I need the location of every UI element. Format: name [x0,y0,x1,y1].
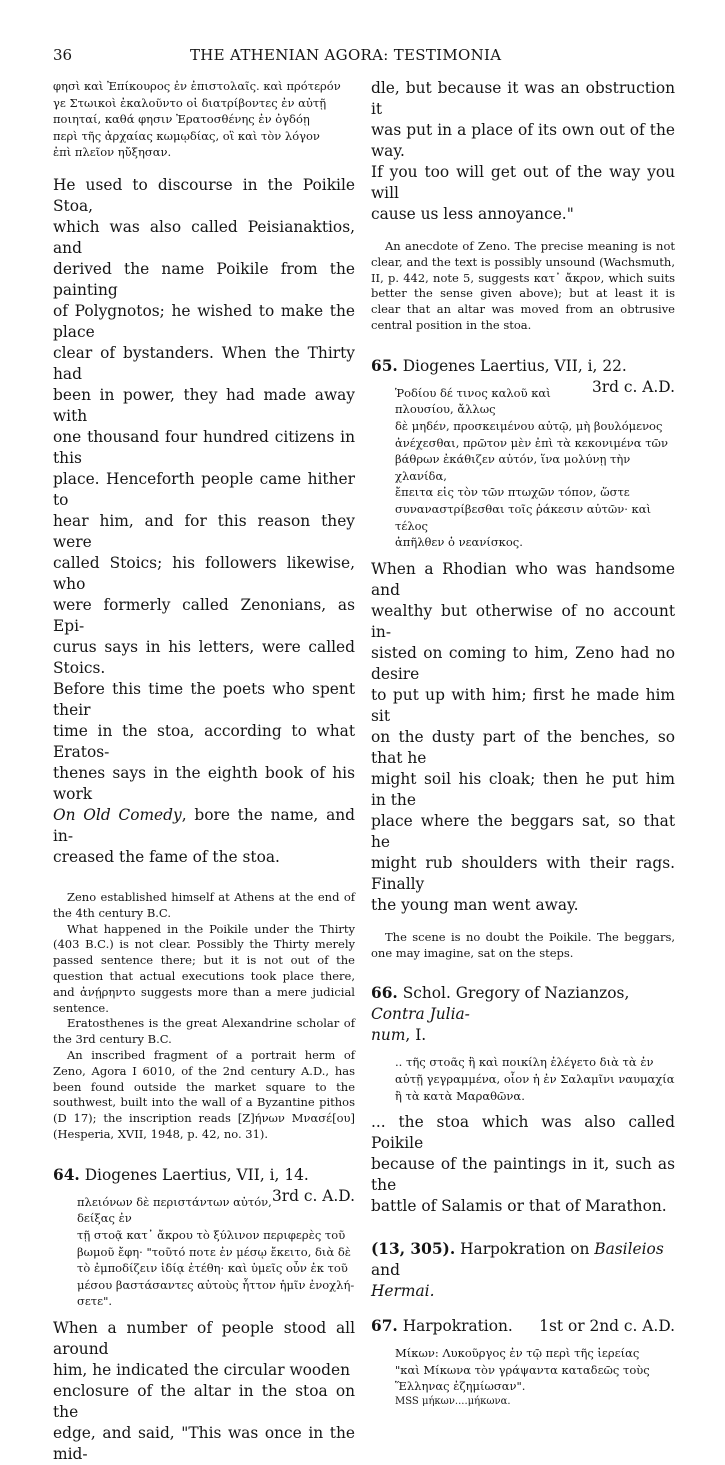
text-line: one thousand four hundred citizens in this [53,427,355,467]
entry-number: 64. [53,1165,80,1184]
work-title: num [371,1026,406,1045]
greek-line: συναναστρίβεσθαι τοῖς ῥάκεσιν αὐτῶν· καὶ τέλος [395,501,651,533]
entry-67-heading [371,1316,675,1337]
text-line: thenes says in the eighth book of his work [53,763,355,803]
work-title: On Old Comedy [53,805,182,824]
greek-line: τῇ στοᾷ κατ᾽ ἄκρου τὸ ξύλινον περιφερὲς τοῦ [77,1227,346,1242]
text-span: , bore the name, and in- [53,805,356,845]
text-line: curus says in his letters, were called Stoics. [53,637,355,677]
note-65: The scene is no doubt the Poikile. The beggars, one may imagine, sat on the steps. [371,929,675,960]
greek-line: πλειόνων δὲ περιστάντων αὐτόν, δείξας ἐν [77,1194,272,1226]
greek-line: δὲ μηδέν, προσκειμένου αὐτῷ, μὴ βουλόμενος [395,418,663,433]
text-line: were formerly called Zenonians, as Epi- [53,595,355,635]
text-line: creased the fame of the stoa. [53,847,280,866]
translation-65 [371,559,675,916]
greek-line: ἔπειτα εἰς τὸν τῶν πτωχῶν τόπον, ὥστε [395,485,630,500]
text-line: enclosure of the altar in the stoa on the [53,1381,355,1421]
greek-line: Ῥοδίου δέ τινος καλοῦ καὶ πλουσίου, ἄλλως [395,385,551,417]
note-paragraph: Zeno established himself at Athens at the end of the 4th century B.C. [53,889,355,920]
greek-line: μέσου βαστάσαντες αὑτοὺς ἧττον ἡμῖν ἐνοχλή- [77,1277,355,1292]
greek-passage-64 [53,1194,355,1310]
text-line: place where the beggars sat, so that he [371,811,675,851]
right-column [371,78,675,1409]
text-line: clear of bystanders. When the Thirty had [53,343,355,383]
greek-line: Μίκων: Λυκοῦργος ἐν τῷ περὶ τῆς ἱερείας [395,1346,640,1361]
text-span: and [371,1261,400,1280]
entry-source: Harpokration. [402,1317,513,1336]
greek-line: .. τῆς στοᾶς ἣ καὶ ποικίλη ἐλέγετο διὰ τὰ ἐν [395,1055,654,1070]
left-column [53,78,355,1465]
translation-63 [53,175,355,868]
entry-64-heading [53,1165,355,1205]
text-line [53,805,355,847]
text-line: him, he indicated the circular wooden [53,1360,351,1379]
greek-line: ἀνέχεσθαι, πρῶτον μὲν ἐπὶ τὰ κεκονιμένα τῶν [395,435,668,450]
text-line: might rub shoulders with their rags. Finally [371,853,675,893]
greek-line: ἐπὶ πλεῖον ηὔξησαν. [53,145,172,160]
text-line: to put up with him; first he made him sit [371,685,675,725]
text-line: He used to discourse in the Poikile Stoa, [53,175,355,215]
note-paragraph: An inscribed fragment of a portrait herm of Zeno, Agora I 6010, of the 2nd century A.D., has been found outside the market square to the southwest, built into the wall of a Byzantine pithos (D 17); the inscription reads [Ζ]ήνων Μνασέ[ου] (Hesperia, XVII, 1948, p. 42, no. 31). [53,1047,355,1141]
greek-line: αὐτῇ γεγραμμένα, οἷον ἡ ἐν Σαλαμῖνι ναυμαχία [395,1071,675,1086]
text-line: time in the stoa, according to what Eratos- [53,721,355,761]
greek-passage-66 [371,1054,675,1104]
entry-date: 3rd c. A.D. [272,1186,355,1205]
text-line: because of the paintings in it, such as the [371,1155,675,1195]
text-line: might soil his cloak; then he put him in the [371,769,675,809]
entry-cross-reference [371,1239,675,1281]
entry-number: 67. [371,1317,398,1336]
text-line: Before this time the poets who spent their [53,679,355,719]
entry-number: 65. [371,356,398,375]
text-line: the young man went away. [371,895,579,914]
text-line: sisted on coming to him, Zeno had no desire [371,643,675,683]
entry-date: 3rd c. A.D. [592,377,675,396]
greek-line: ποιηταί, καθά φησιν Ἐρατοσθένης ἐν ὀγδόῃ [53,112,310,127]
text-line: which was also called Peisianaktios, and [53,217,355,257]
entry-source: Schol. Gregory of Nazianzos, [402,984,630,1003]
page-number: 36 [53,46,73,64]
entry-source: Harpokration on [460,1240,590,1259]
text-line: place. Henceforth people came hither to [53,469,355,509]
note-paragraph: Eratosthenes is the great Alexandrine scholar of the 3rd century B.C. [53,1016,355,1047]
text-line: edge, and said, "This was once in the mid- [53,1423,355,1463]
note-paragraph: What happened in the Poikile under the Thirty (403 B.C.) is not clear. Possibly the Thirty merely passed sentence there; but it is not out of the question that actual executions took place there, and ἀνῄρηντο suggests more than a mere judicial sentence. [53,921,355,1015]
text-line: wealthy but otherwise of no account in- [371,601,675,641]
manuscript-note: MSS μήκων....μήκωνα. [395,1395,511,1407]
greek-line: βάθρων ἐκάθιζεν αὐτόν, ἵνα μολύνῃ τὴν χλανίδα, [395,452,631,483]
notes-63 [53,890,355,1143]
greek-line: τὸ ἐμποδίζειν ἰδίᾳ ἐτέθη· καὶ ὑμεῖς οὖν ἐκ τοῦ [77,1261,348,1276]
greek-line: περὶ τῆς ἀρχαίας κωμῳδίας, οἳ καὶ τὸν λόγον [53,128,320,143]
text-line: When a Rhodian who was handsome and [371,559,675,599]
greek-line: σετε". [77,1294,113,1309]
entry-number: (13, 305). [371,1240,456,1259]
text-line: ... the stoa which was also called Poikile [371,1113,675,1153]
text-line: been in power, they had made away with [53,385,355,425]
greek-line: "καὶ Μίκωνα τὸν γράψαντα καταδεῶς τοὺς [395,1362,650,1377]
entry-date: 1st or 2nd c. A.D. [539,1317,675,1336]
text-line: If you too will get out of the way you will [371,163,675,202]
greek-line: γε Στωικοὶ ἐκαλοῦντο οἱ διατρίβοντες ἐν αὐτῇ [53,95,327,110]
running-title: THE ATHENIAN AGORA: TESTIMONIA [190,46,502,64]
translation-64 [53,1318,355,1465]
entry-cross-reference-cont [371,1281,675,1302]
entry-66-heading [371,983,675,1025]
text-line: battle of Salamis or that of Marathon. [371,1197,667,1216]
greek-line: βωμοῦ ἔφη· "τοῦτό ποτε ἐν μέσῳ ἔκειτο, διὰ δὲ [77,1244,351,1259]
entry-source: Diogenes Laertius, VII, i, 22. [402,356,627,375]
greek-line: φησὶ καὶ Ἐπίκουρος ἐν ἐπιστολαῖς. καὶ πρότερόν [53,79,341,93]
entry-66-heading-cont [371,1025,675,1046]
greek-line: ἢ τὰ κατὰ Μαραθῶνα. [395,1088,525,1103]
text-line: on the dusty part of the benches, so that he [371,727,675,767]
translation-64-continued [371,78,675,225]
text-line: cause us less annoyance." [371,205,574,223]
greek-line: ἀπῆλθεν ὁ νεανίσκος. [395,535,523,550]
translation-66 [371,1112,675,1217]
note-64: An anecdote of Zeno. The precise meaning is not clear, and the text is possibly unsound (Wachsmuth, II, p. 442, note 5, suggests κατ᾽ ἄκρον, which suits better the sense given above); but at least it is clear that an altar was moved from an obtrusive central position in the stoa. [371,239,675,332]
text-line: was put in a place of its own out of the way. [371,121,675,160]
work-title: Contra Julia- [371,1005,470,1024]
text-line: When a number of people stood all around [53,1318,355,1358]
text-line: of Polygnotos; he wished to make the place [53,301,355,341]
greek-line: Ἕλληνας ἐζημίωσαν". [395,1379,526,1394]
text-line: hear him, and for this reason they were [53,511,355,551]
greek-passage-63 [53,78,355,161]
work-title: Hermai. [371,1282,435,1301]
text-line: derived the name Poikile from the painting [53,259,355,299]
entry-number: 66. [371,984,398,1003]
work-title: Basileios [594,1240,664,1259]
text-span: , I. [405,1026,427,1045]
greek-passage-67 [371,1345,675,1395]
text-line: dle, but because it was an obstruction it [371,79,675,118]
text-line: called Stoics; his followers likewise, who [53,553,355,593]
greek-passage-65 [371,385,675,551]
entry-source: Diogenes Laertius, VII, i, 14. [84,1165,309,1184]
entry-65-heading [371,356,675,396]
